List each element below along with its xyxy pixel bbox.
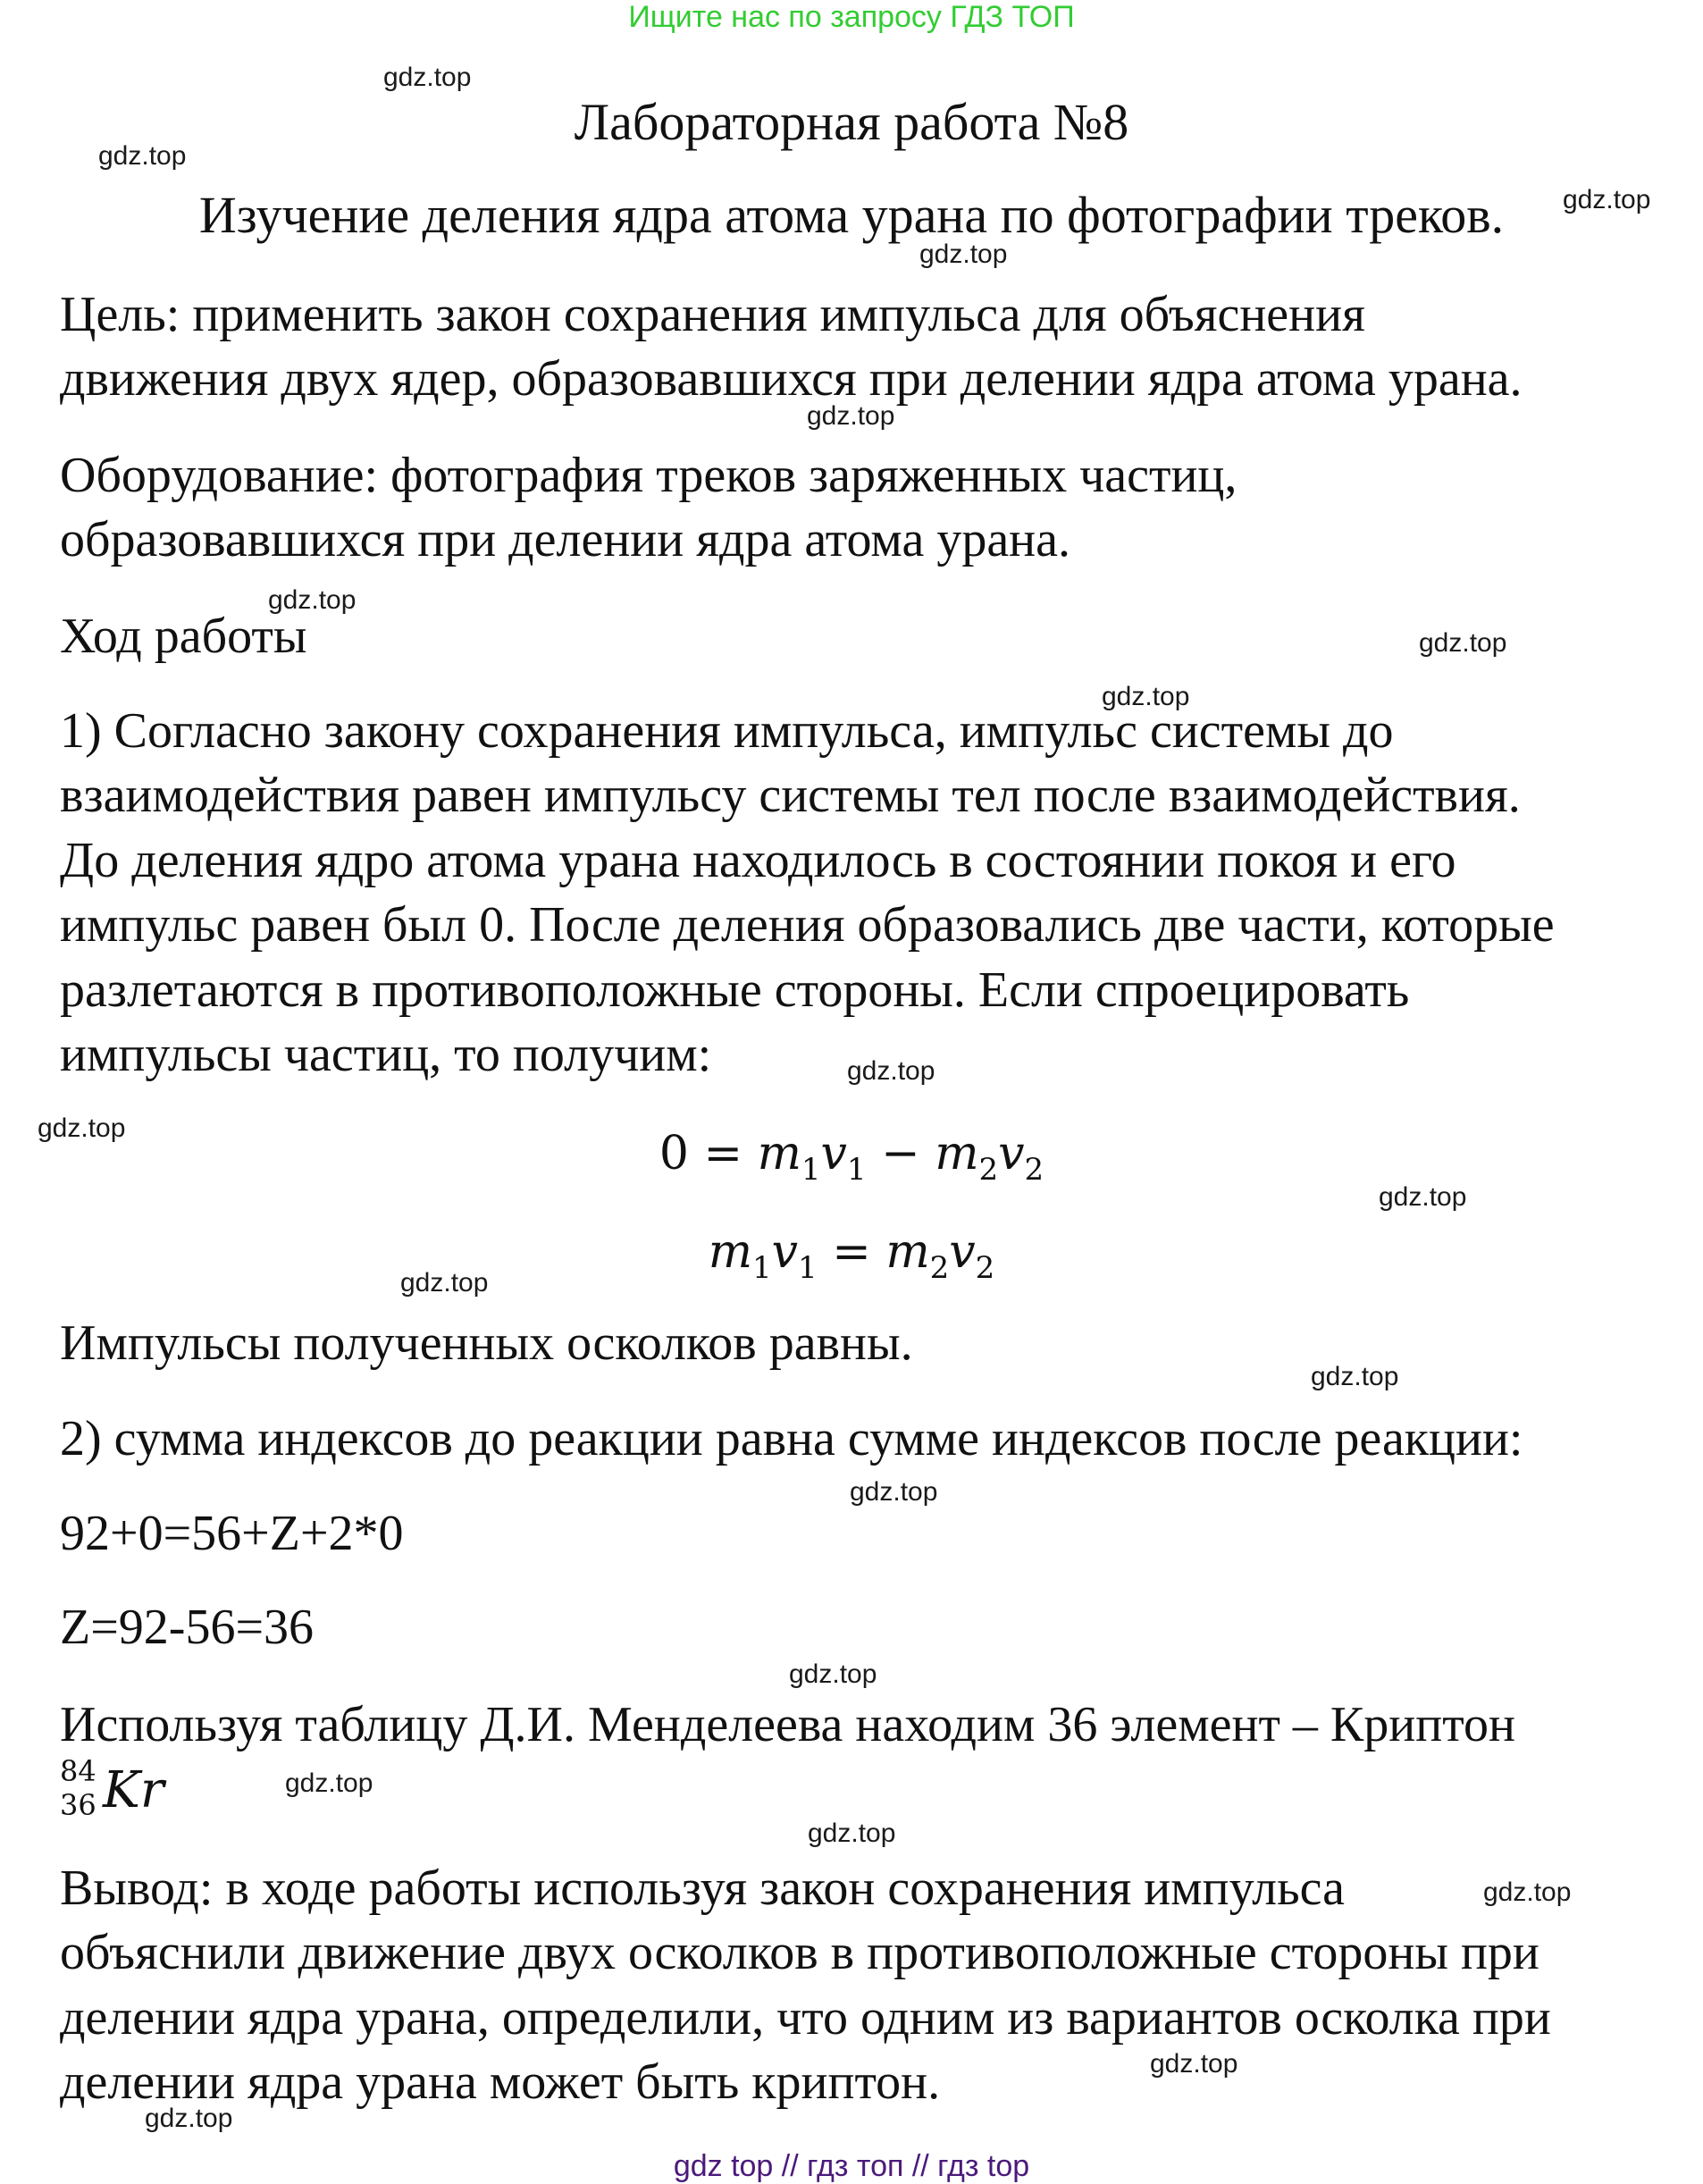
equipment-line-2: образовавшихся при делении ядра атома урана. [60,512,1070,567]
watermark: gdz.top [1150,2049,1238,2079]
formula2-v2: v [949,1225,976,1279]
step1-line-6: импульсы частиц, то получим: [60,1027,712,1082]
step1-line-3: До деления ядро атома урана находилось в состоянии покоя и его [60,833,1456,888]
watermark: gdz.top [268,585,357,615]
step2-equation-1: 92+0=56+Z+2*0 [60,1506,404,1561]
formula-momentum-equality [0,1221,1703,1299]
isotope-symbol: Kr [103,1761,164,1819]
formula1-lhs: 0 [659,1127,689,1180]
conclusion-line-2: объяснили движение двух осколков в противоположные стороны при [60,1925,1539,1980]
goal-line-1: Цель: применить закон сохранения импульса для объяснения [60,287,1365,342]
step2-element-line: Используя таблицу Д.И. Менделеева находим 36 элемент – Криптон [60,1697,1515,1752]
formula2-v2-sub: 2 [975,1250,995,1286]
step1-conclusion: Импульсы полученных осколков равны. [60,1315,913,1371]
watermark: gdz.top [919,239,1008,269]
formula1-m1: m [757,1127,801,1180]
watermark: gdz.top [38,1113,126,1143]
isotope-krypton [60,1754,185,1828]
conclusion-line-4: делении ядра урана может быть криптон. [60,2054,941,2110]
watermark: gdz.top [383,63,472,92]
formula2-m2-sub: 2 [929,1250,950,1286]
formula1-m2-sub: 2 [978,1152,999,1188]
watermark: gdz.top [98,141,187,171]
step1-line-1: 1) Согласно закону сохранения импульса, импульс системы до [60,703,1394,759]
footer-links[interactable]: gdz top // гдз топ // гдз top [673,2149,1030,2183]
formula1-v1-sub: 1 [846,1152,867,1188]
step1-line-4: импульс равен был 0. После деления образовались две части, которые [60,897,1555,953]
isotope-mass-number: 84 [60,1754,96,1788]
watermark: gdz.top [145,2104,233,2133]
watermark: gdz.top [285,1768,373,1798]
step2-equation-2: Z=92-56=36 [60,1600,315,1655]
watermark: gdz.top [1311,1362,1399,1391]
watermark: gdz.top [1419,628,1507,658]
formula2-v1: v [771,1225,799,1279]
watermark: gdz.top [1483,1877,1572,1907]
formula1-equals: = [703,1127,743,1180]
formula1-m2: m [935,1127,979,1180]
search-banner[interactable]: Ищите нас по запросу ГДЗ ТОП [628,0,1075,34]
page-subtitle: Изучение деления ядра атома урана по фотографии треков. [198,186,1505,244]
watermark: gdz.top [807,401,895,431]
formula2-m1: m [708,1225,752,1279]
step1-line-5: разлетаются в противоположные стороны. Если спроецировать [60,962,1410,1018]
conclusion-line-1: Вывод: в ходе работы используя закон сохранения импульса [60,1861,1346,1916]
formula1-v1: v [820,1127,847,1180]
watermark: gdz.top [850,1477,938,1507]
formula2-m1-sub: 1 [752,1250,772,1286]
watermark: gdz.top [1563,185,1651,214]
formula1-m1-sub: 1 [801,1152,821,1188]
formula2-v1-sub: 1 [798,1250,818,1286]
step1-line-2: взаимодействия равен импульсу системы тел после взаимодействия. [60,768,1521,823]
formula1-v2: v [998,1127,1025,1180]
watermark: gdz.top [789,1659,877,1689]
step2-intro: 2) сумма индексов до реакции равна сумме индексов после реакции: [60,1411,1523,1466]
formula1-v2-sub: 2 [1024,1152,1044,1188]
goal-line-2: движения двух ядер, образовавшихся при делении ядра атома урана. [60,351,1523,407]
page-title: Лабораторная работа №8 [574,93,1129,151]
watermark: gdz.top [1102,682,1190,711]
isotope-atomic-number: 36 [60,1788,96,1822]
formula2-equals: = [832,1225,871,1279]
formula2-m2: m [885,1225,930,1279]
equipment-line-1: Оборудование: фотография треков заряженных частиц, [60,448,1237,503]
formula1-minus: − [881,1127,920,1180]
watermark: gdz.top [847,1056,935,1086]
watermark: gdz.top [1379,1182,1467,1212]
watermark: gdz.top [808,1819,896,1848]
procedure-heading: Ход работы [60,609,307,664]
conclusion-line-3: делении ядра урана, определили, что одним из вариантов осколка при [60,1990,1551,2045]
watermark: gdz.top [400,1268,489,1298]
